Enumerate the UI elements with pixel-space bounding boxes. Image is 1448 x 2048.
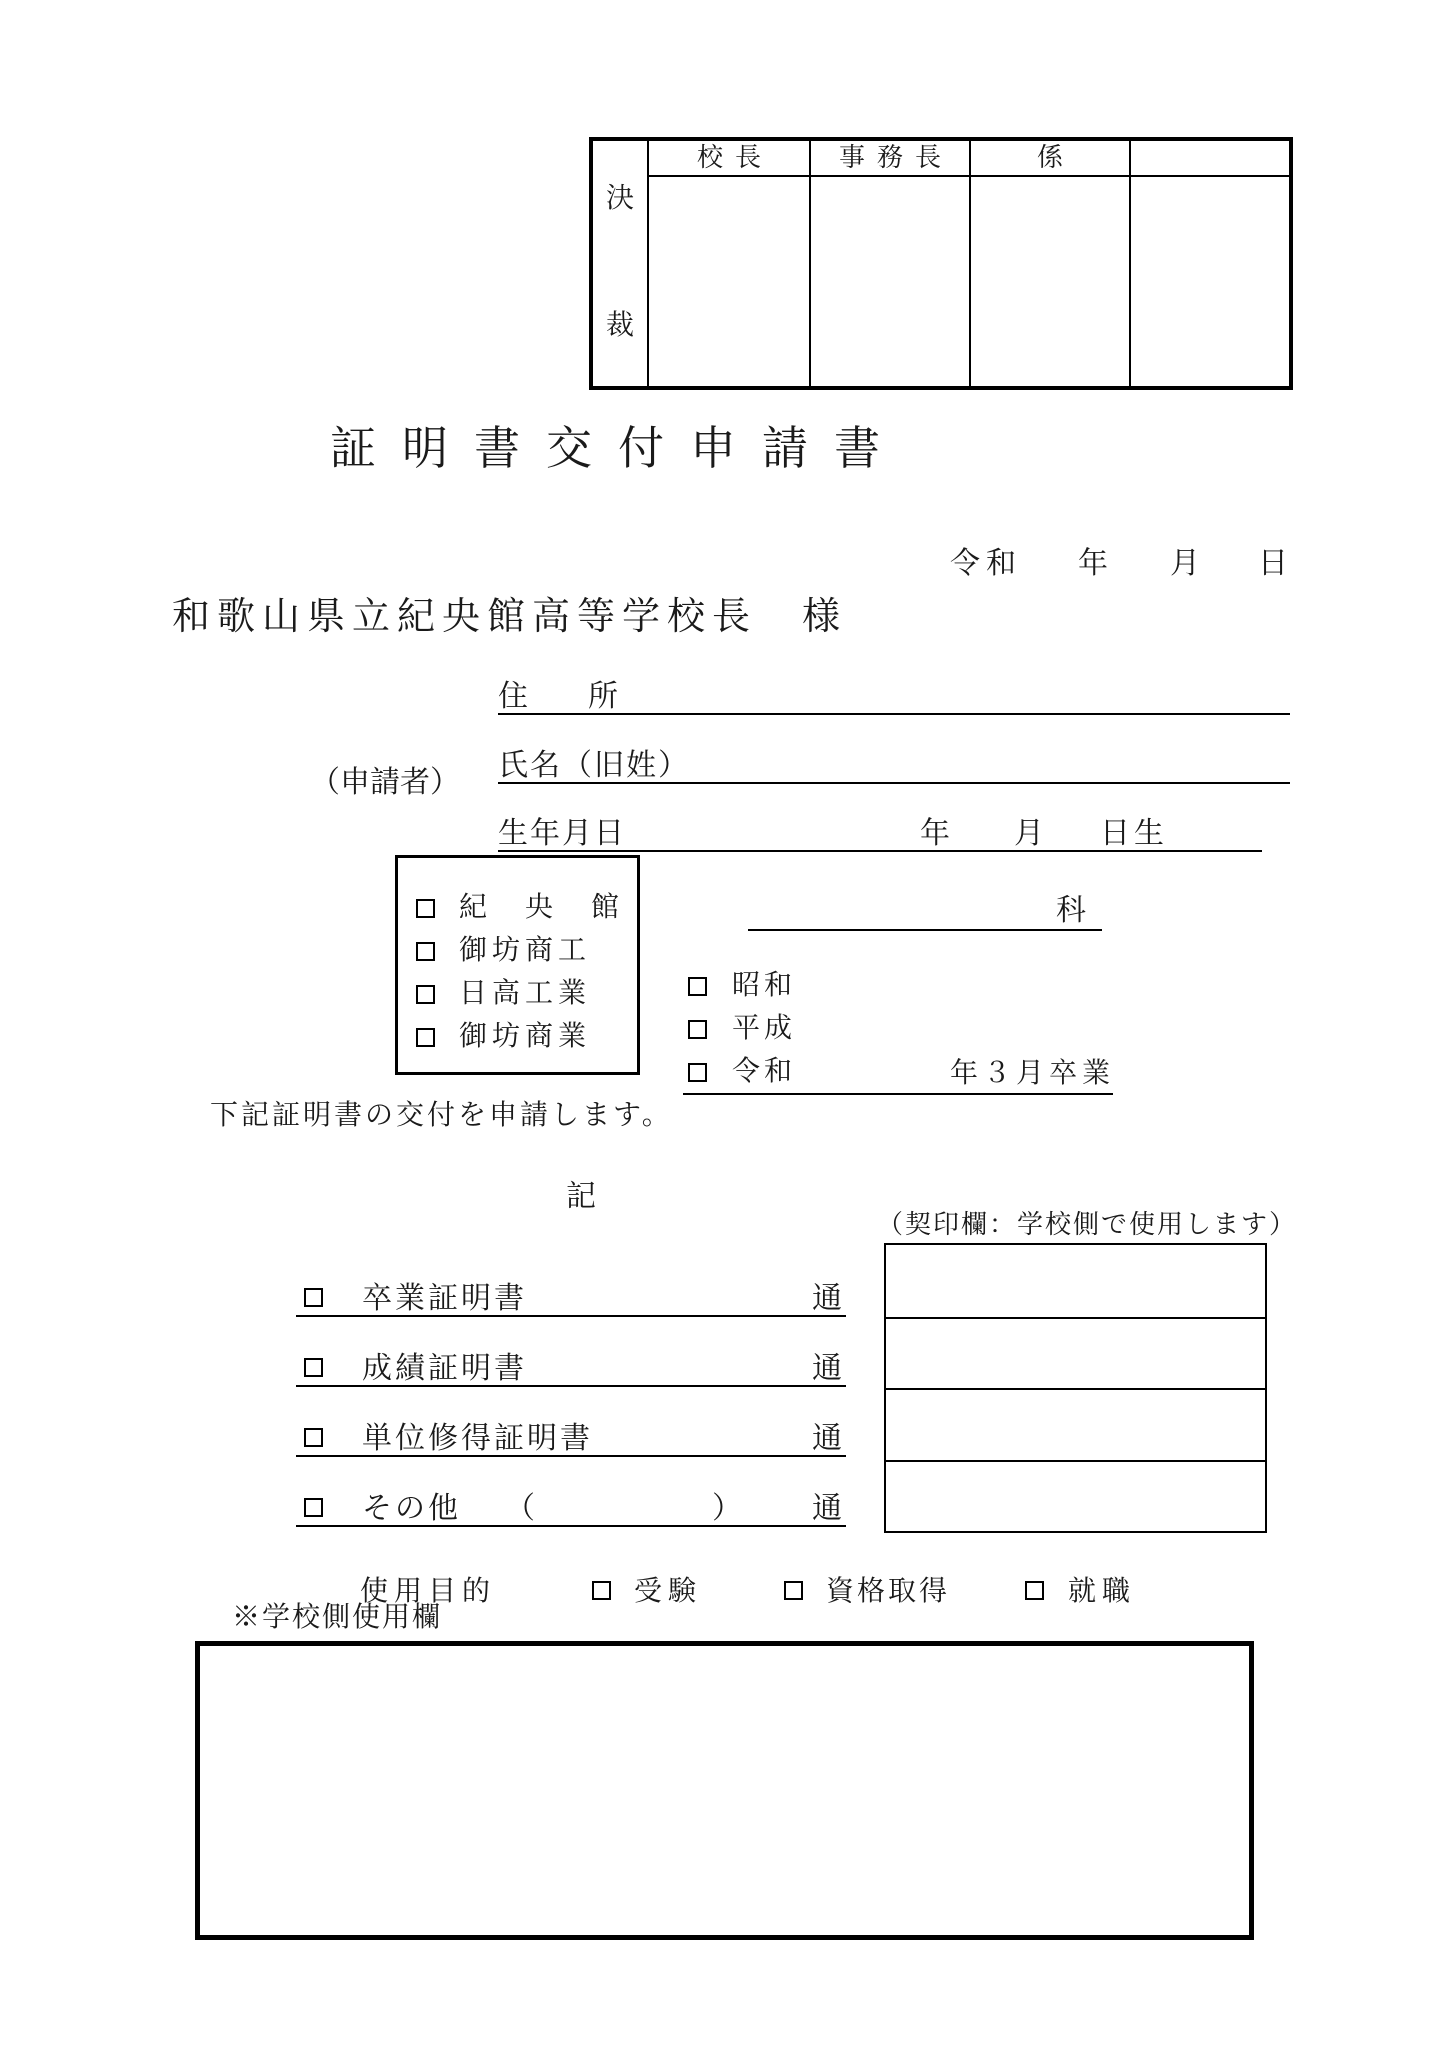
date-line [950, 549, 1310, 583]
birth-month-label: 月 [1014, 817, 1044, 850]
approval-header-blank [1129, 141, 1289, 177]
kessai-label-bottom: 裁 [605, 310, 634, 341]
certificate-label-transcript: 成績証明書 [362, 1352, 527, 1385]
checkbox-school-gobo-shogyo[interactable] [416, 1028, 435, 1047]
address-input-line[interactable] [498, 713, 1290, 715]
request-sentence: 下記証明書の交付を申請します。 [210, 1100, 673, 1131]
applicant-label: （申請者） [310, 766, 460, 799]
date-day-input[interactable] [1202, 549, 1256, 581]
era-label-reiwa: 令和 [732, 1056, 797, 1087]
month-label: 月 [1170, 547, 1200, 580]
birthdate-input-line[interactable] [498, 850, 1262, 852]
checkbox-certificate-other[interactable] [304, 1498, 323, 1517]
unit-label-other: 通 [812, 1492, 842, 1525]
checkbox-era-heisei[interactable] [688, 1020, 707, 1039]
checkbox-purpose-exam[interactable] [592, 1581, 611, 1600]
checkbox-certificate-graduation[interactable] [304, 1288, 323, 1307]
school-option-row-gobo-shoko [416, 937, 637, 965]
school-use-label: ※学校側使用欄 [232, 1602, 443, 1633]
unit-label-transcript: 通 [812, 1352, 842, 1385]
purpose-label: 使用目的 [360, 1576, 497, 1607]
era-option-row-reiwa [688, 1058, 796, 1086]
school-option-label-kiokan: 紀 央 館 [459, 892, 625, 923]
address-label: 住 所 [498, 680, 618, 713]
birth-label: 生年月日 [498, 817, 626, 850]
other-paren-open: （ [505, 1492, 535, 1525]
graduation-year-input-line[interactable] [683, 1093, 1113, 1095]
approval-table [589, 137, 1293, 390]
era-option-row-heisei [688, 1015, 796, 1043]
seal-column-note: （契印欄：学校側で使用します） [877, 1210, 1298, 1239]
date-year-input[interactable] [1026, 549, 1076, 581]
school-use-box [195, 1641, 1254, 1940]
school-option-label-gobo-shoko: 御坊商工 [459, 935, 592, 966]
seal-cell-2 [886, 1317, 1265, 1389]
era-option-row-showa [688, 972, 796, 1000]
seal-cell-3 [886, 1388, 1265, 1460]
certificate-count-line-transcript[interactable] [296, 1385, 846, 1387]
birth-year-label: 年 [920, 817, 950, 850]
school-option-label-hidaka-kogyo: 日高工業 [459, 978, 592, 1009]
unit-label-graduation: 通 [812, 1282, 842, 1315]
certificate-label-credits: 単位修得証明書 [362, 1422, 593, 1455]
school-option-row-hidaka-kogyo [416, 980, 637, 1008]
seal-cell-4 [886, 1460, 1265, 1532]
approval-stamp-cell-office-manager [809, 177, 969, 386]
certificate-count-line-graduation[interactable] [296, 1315, 846, 1317]
birth-day-label: 日生 [1100, 817, 1168, 850]
addressee-line: 和歌山県立紀央館高等学校長 様 [172, 596, 848, 638]
checkbox-school-kiokan[interactable] [416, 899, 435, 918]
purpose-option-label-exam: 受験 [634, 1576, 703, 1607]
year-label: 年 [1078, 547, 1108, 580]
name-label: 氏名（旧姓） [498, 749, 690, 782]
purpose-option-label-employment: 就職 [1068, 1576, 1137, 1607]
checkbox-school-hidaka-kogyo[interactable] [416, 985, 435, 1004]
checkbox-era-reiwa[interactable] [688, 1063, 707, 1082]
other-paren-close: ） [712, 1492, 742, 1525]
era-label: 令和 [950, 547, 1022, 580]
approval-stamp-cell-staff [969, 177, 1129, 386]
checkbox-certificate-transcript[interactable] [304, 1358, 323, 1377]
other-detail-input[interactable] [540, 1494, 705, 1524]
certificate-count-line-credits[interactable] [296, 1455, 846, 1457]
checkbox-purpose-qualification[interactable] [784, 1581, 803, 1600]
section-marker: 記 [566, 1180, 596, 1213]
unit-label-credits: 通 [812, 1422, 842, 1455]
certificate-label-other: その他 [362, 1492, 461, 1525]
checkbox-era-showa[interactable] [688, 977, 707, 996]
kessai-label-top: 決 [605, 183, 634, 214]
day-label: 日 [1258, 547, 1288, 580]
checkbox-certificate-credits[interactable] [304, 1428, 323, 1447]
approval-header-staff: 係 [969, 141, 1129, 177]
checkbox-purpose-employment[interactable] [1025, 1581, 1044, 1600]
certificate-count-line-other[interactable] [296, 1525, 846, 1527]
date-month-input[interactable] [1110, 549, 1168, 581]
school-option-row-gobo-shogyo [416, 1023, 637, 1051]
seal-cell-1 [886, 1245, 1265, 1317]
department-suffix-label: 科 [1056, 894, 1086, 927]
school-select-box [395, 855, 640, 1075]
graduation-suffix-label: 年３月卒業 [950, 1058, 1116, 1089]
kessai-label [593, 141, 649, 386]
checkbox-school-gobo-shoko[interactable] [416, 942, 435, 961]
era-label-heisei: 平成 [732, 1013, 797, 1044]
name-input-line[interactable] [498, 782, 1290, 784]
certificate-label-graduation: 卒業証明書 [362, 1282, 527, 1315]
era-label-showa: 昭和 [732, 970, 797, 1001]
approval-header-office-manager: 事務長 [809, 141, 969, 177]
approval-stamp-cell-principal [649, 177, 809, 386]
department-input-line[interactable] [748, 929, 1102, 931]
form-title: 証明書交付申請書 [330, 423, 906, 474]
approval-header-principal: 校長 [649, 141, 809, 177]
seal-table [884, 1243, 1267, 1533]
school-option-row-kiokan [416, 894, 637, 922]
school-option-label-gobo-shogyo: 御坊商業 [459, 1021, 592, 1052]
approval-stamp-cell-blank [1129, 177, 1289, 386]
purpose-option-label-qualification: 資格取得 [826, 1576, 951, 1607]
